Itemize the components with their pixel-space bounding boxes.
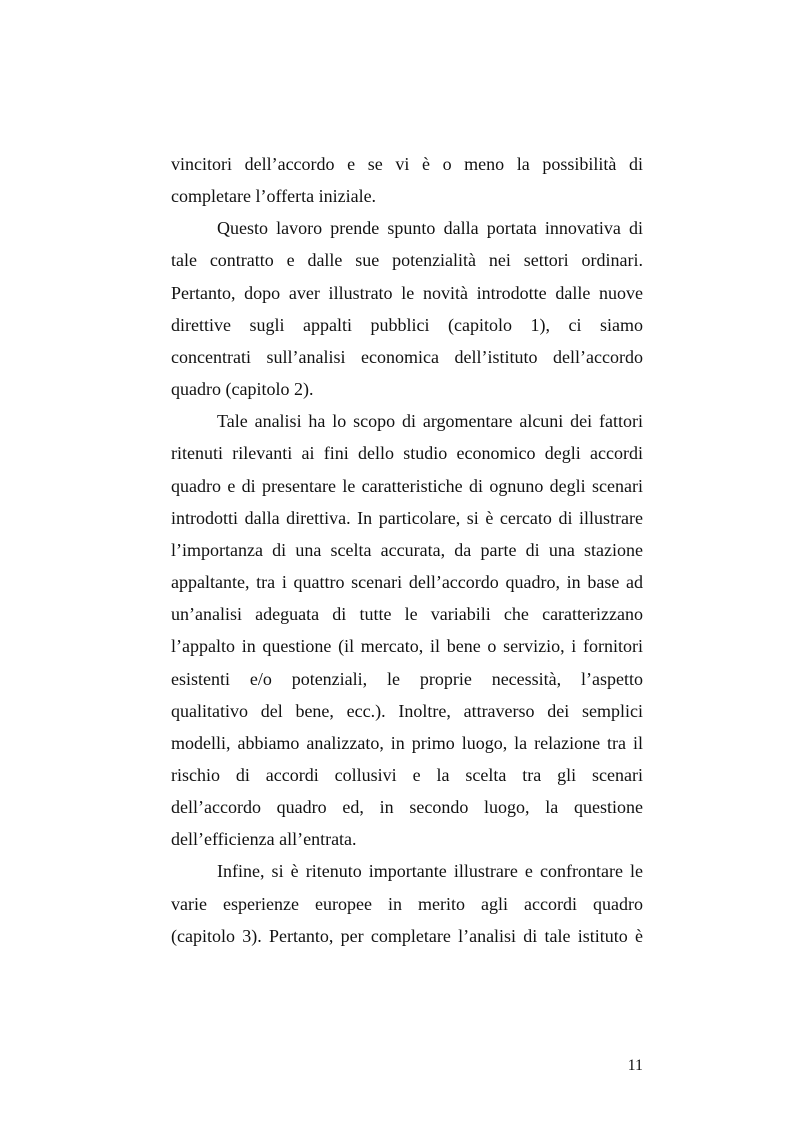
text-line: (capitolo 3). Pertanto, per completare l’analisi di tale istituto è xyxy=(171,925,643,946)
text-line: vincitori dell’accordo e se vi è o meno la possibilità di xyxy=(171,154,643,174)
text-line: direttive sugli appalti pubblici (capitolo 1), ci siamo xyxy=(171,314,643,335)
text-line: dell’accordo quadro ed, in secondo luogo, la questione xyxy=(171,797,643,818)
page-number: 11 xyxy=(627,1057,643,1074)
text-line: dell’efficienza all’entrata. xyxy=(171,829,357,850)
text-line: Tale analisi ha lo scopo di argomentare alcuni dei fattori xyxy=(217,411,643,432)
body-text xyxy=(171,148,643,952)
text-line: l’appalto in questione (il mercato, il bene o servizio, i fornitori xyxy=(171,636,643,657)
text-line: concentrati sull’analisi economica dell’istituto dell’accordo xyxy=(171,346,643,367)
text-line: Questo lavoro prende spunto dalla portata innovativa di xyxy=(217,218,643,239)
text-line: varie esperienze europee in merito agli accordi quadro xyxy=(171,893,643,914)
text-line: quadro e di presentare le caratteristiche di ognuno degli scenari xyxy=(171,475,643,496)
text-line: modelli, abbiamo analizzato, in primo luogo, la relazione tra il xyxy=(171,732,643,753)
text-line: Pertanto, dopo aver illustrato le novità introdotte dalle nuove xyxy=(171,282,643,303)
text-line: quadro (capitolo 2). xyxy=(171,379,314,400)
text-line: esistenti e/o potenziali, le proprie necessità, l’aspetto xyxy=(171,668,643,689)
text-line: completare l’offerta iniziale. xyxy=(171,186,377,207)
text-line: qualitativo del bene, ecc.). Inoltre, attraverso dei semplici xyxy=(171,700,643,721)
text-line: appaltante, tra i quattro scenari dell’accordo quadro, in base ad xyxy=(171,572,643,593)
text-line: un’analisi adeguata di tutte le variabili che caratterizzano xyxy=(171,604,643,625)
text-line: Infine, si è ritenuto importante illustrare e confrontare le xyxy=(217,861,643,882)
text-line: introdotti dalla direttiva. In particolare, si è cercato di illustrare xyxy=(171,507,643,528)
text-line: ritenuti rilevanti ai fini dello studio economico degli accordi xyxy=(171,443,643,464)
text-line: l’importanza di una scelta accurata, da parte di una stazione xyxy=(171,539,643,560)
text-line: rischio di accordi collusivi e la scelta tra gli scenari xyxy=(171,764,643,785)
text-line: tale contratto e dalle sue potenzialità nei settori ordinari. xyxy=(171,250,643,271)
